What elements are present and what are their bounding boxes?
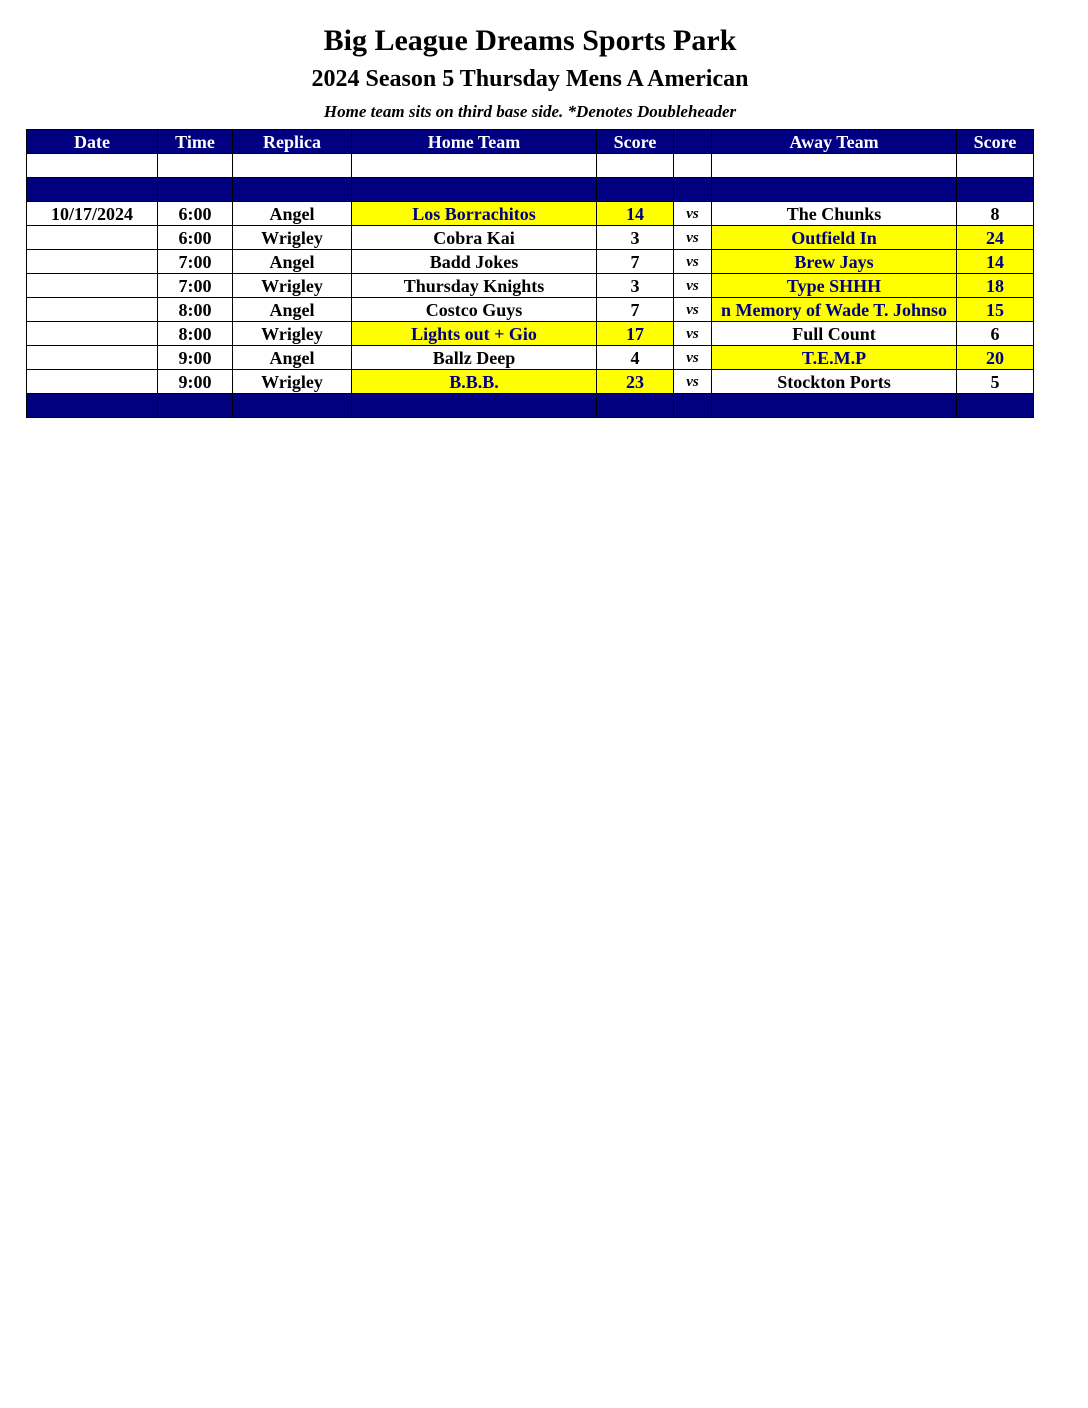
time-cell: 9:00 [158,346,233,370]
home-score-cell: 4 [597,346,674,370]
schedule-note: Home team sits on third base side. *Denotes Doubleheader [323,102,737,121]
vs-cell: vs [674,370,712,394]
table-row [27,226,1034,250]
away-score-cell: 20 [957,346,1034,370]
divider-cell [712,178,957,202]
column-header-away-score: Score [957,130,1034,154]
home-team-cell: Thursday Knights [352,274,597,298]
divider-cell [712,394,957,418]
blank-cell [352,154,597,178]
home-score-cell: 17 [597,322,674,346]
away-score-cell: 18 [957,274,1034,298]
home-team-cell: Badd Jokes [352,250,597,274]
home-score-cell: 14 [597,202,674,226]
away-score-cell: 6 [957,322,1034,346]
divider-cell [597,394,674,418]
date-cell [27,250,158,274]
home-score-cell: 3 [597,274,674,298]
away-team-label [712,323,956,345]
date-cell [27,322,158,346]
divider-cell [352,394,597,418]
home-score-cell: 3 [597,226,674,250]
date-cell [27,226,158,250]
divider-cell [597,178,674,202]
table-row [27,202,1034,226]
away-team-cell [712,250,957,274]
away-team-cell [712,322,957,346]
table-row [27,322,1034,346]
away-team-label [712,299,956,321]
replica-cell: Angel [233,202,352,226]
divider-row [27,394,1034,418]
time-cell: 9:00 [158,370,233,394]
page-title: Big League Dreams Sports Park [323,24,737,57]
blank-cell [712,154,957,178]
replica-cell: Angel [233,298,352,322]
away-team-label [712,371,956,393]
divider-cell [674,178,712,202]
column-header-away-team: Away Team [712,130,957,154]
page-subtitle: 2024 Season 5 Thursday Mens A American [311,66,749,92]
away-score-cell: 8 [957,202,1034,226]
replica-cell: Wrigley [233,370,352,394]
time-cell: 7:00 [158,274,233,298]
divider-cell [27,178,158,202]
home-team-cell: B.B.B. [352,370,597,394]
away-team-label [712,203,956,225]
replica-cell: Angel [233,346,352,370]
divider-cell [233,394,352,418]
home-team-cell: Ballz Deep [352,346,597,370]
vs-cell: vs [674,274,712,298]
date-cell [27,346,158,370]
table-row [27,250,1034,274]
column-header-home-team: Home Team [352,130,597,154]
blank-cell [957,154,1034,178]
divider-cell [233,178,352,202]
away-score-cell: 15 [957,298,1034,322]
away-team-text: Full Count [792,323,876,344]
replica-cell: Wrigley [233,322,352,346]
header-row [27,130,1034,154]
away-team-label [712,251,956,273]
away-score-cell: 24 [957,226,1034,250]
divider-cell [957,178,1034,202]
date-cell [27,298,158,322]
away-team-cell [712,346,957,370]
away-team-text: The Chunks [786,203,882,224]
table-row [27,298,1034,322]
away-team-text: Type SHHH [786,275,882,296]
away-team-cell [712,226,957,250]
blank-cell [158,154,233,178]
away-team-text: Stockton Ports [777,371,891,392]
vs-cell: vs [674,346,712,370]
date-cell [27,274,158,298]
away-team-cell [712,202,957,226]
blank-cell [27,154,158,178]
divider-cell [674,394,712,418]
away-team-label [712,275,956,297]
column-header-date: Date [27,130,158,154]
vs-cell: vs [674,250,712,274]
home-team-cell: Cobra Kai [352,226,597,250]
away-team-label [712,227,956,249]
blank-row [27,154,1034,178]
away-team-label [712,347,956,369]
away-team-cell [712,274,957,298]
away-team-text: n Memory of Wade T. Johnso [720,299,948,320]
time-cell: 7:00 [158,250,233,274]
divider-cell [158,394,233,418]
away-team-cell [712,298,957,322]
blank-cell [597,154,674,178]
away-team-text: Outfield In [791,227,877,248]
home-team-cell: Los Borrachitos [352,202,597,226]
divider-cell [957,394,1034,418]
vs-cell: vs [674,298,712,322]
table-row [27,274,1034,298]
table-row [27,370,1034,394]
replica-cell: Angel [233,250,352,274]
away-score-cell: 14 [957,250,1034,274]
home-team-cell: Lights out + Gio [352,322,597,346]
column-header-replica: Replica [233,130,352,154]
time-cell: 6:00 [158,226,233,250]
vs-cell: vs [674,202,712,226]
divider-cell [27,394,158,418]
blank-cell [674,154,712,178]
time-cell: 6:00 [158,202,233,226]
table-row [27,346,1034,370]
date-cell [27,370,158,394]
home-team-cell: Costco Guys [352,298,597,322]
away-score-cell: 5 [957,370,1034,394]
date-cell: 10/17/2024 [27,202,158,226]
column-header-vs [674,130,712,154]
divider-cell [352,178,597,202]
column-header-home-score: Score [597,130,674,154]
away-team-text: T.E.M.P [801,347,867,368]
divider-cell [158,178,233,202]
replica-cell: Wrigley [233,274,352,298]
schedule-table [26,129,1034,418]
blank-cell [233,154,352,178]
away-team-cell [712,370,957,394]
home-score-cell: 7 [597,298,674,322]
vs-cell: vs [674,226,712,250]
away-team-text: Brew Jays [794,251,874,272]
replica-cell: Wrigley [233,226,352,250]
time-cell: 8:00 [158,298,233,322]
column-header-time: Time [158,130,233,154]
divider-row [27,178,1034,202]
time-cell: 8:00 [158,322,233,346]
home-score-cell: 7 [597,250,674,274]
vs-cell: vs [674,322,712,346]
home-score-cell: 23 [597,370,674,394]
